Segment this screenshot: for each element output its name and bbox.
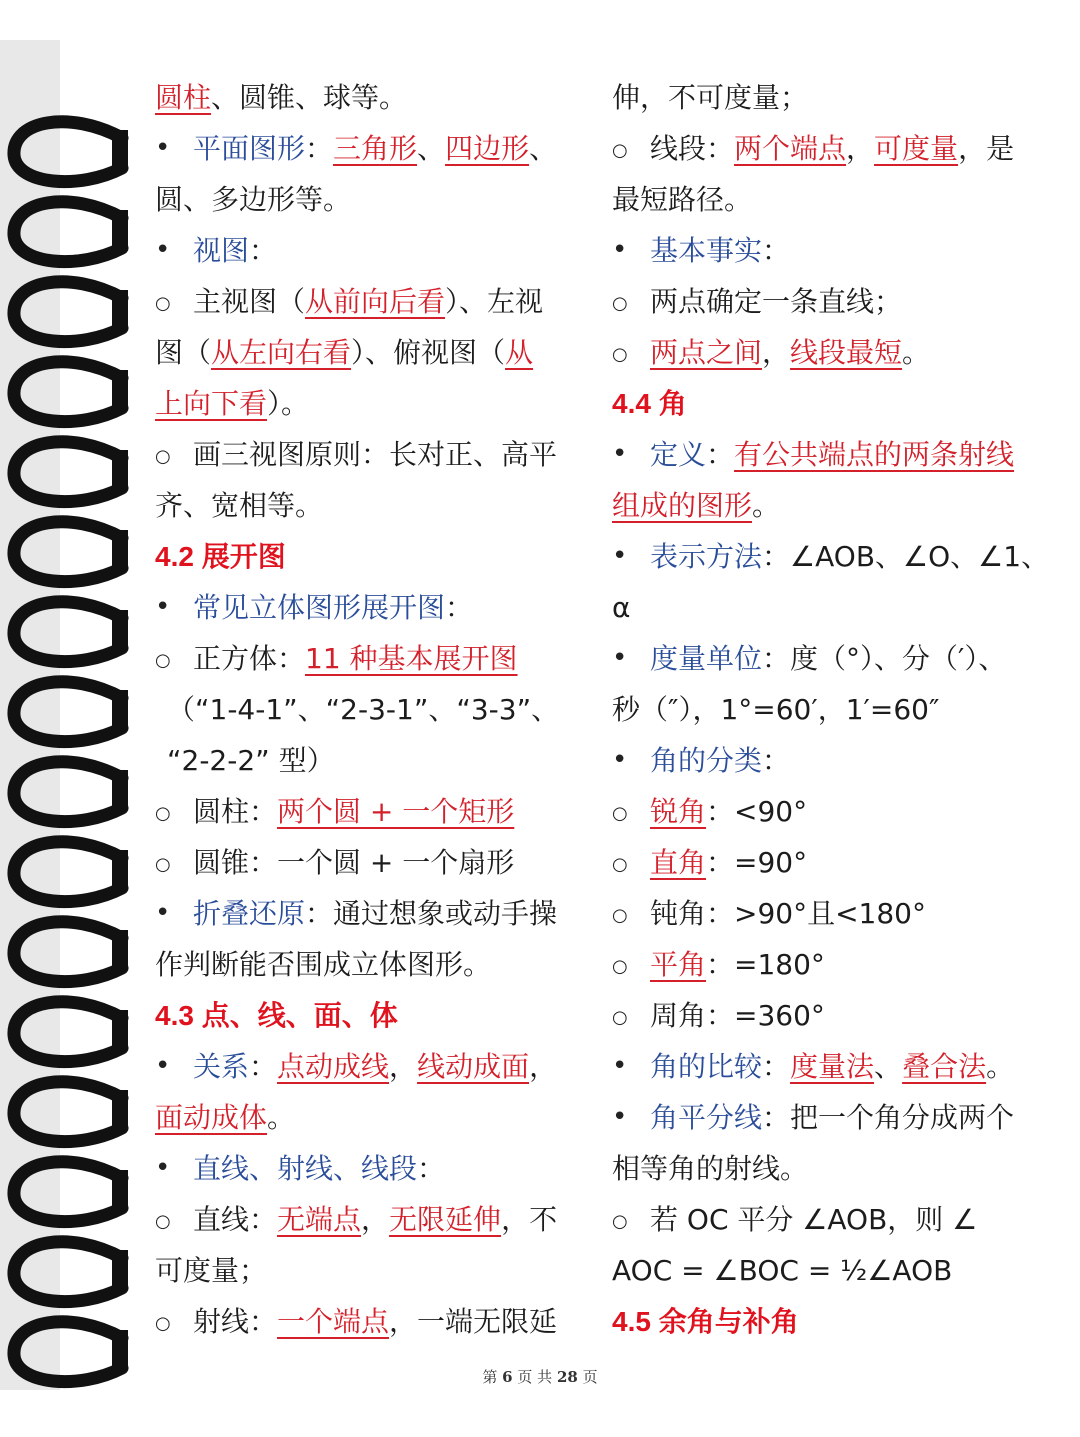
bullet-item: • 角的分类： [612, 735, 1032, 786]
page-footer: 第 6 页 共 28 页 [482, 1368, 598, 1386]
sub-item: ○ 主视图（从前向后看）、左视 [155, 276, 575, 327]
bullet-item: • 角的比较：度量法、叠合法。 [612, 1041, 1032, 1092]
bullet-icon: • [612, 643, 628, 673]
bullet-icon: • [612, 1051, 628, 1081]
bullet-icon: • [155, 1153, 171, 1183]
line: 最短路径。 [612, 183, 753, 216]
sub-item: ○ 直线：无端点，无限延伸，不 [155, 1194, 575, 1245]
bullet-item: • 角平分线：把一个角分成两个 [612, 1092, 1032, 1143]
section-heading-4-3: 4.3 点、线、面、体 [155, 1000, 398, 1031]
circle-bullet-icon: ○ [612, 140, 628, 161]
sub-item: ○ 两点之间，线段最短。 [612, 327, 1032, 378]
circle-bullet-icon: ○ [612, 905, 628, 926]
sub-item: ○ 射线：一个端点，一端无限延 [155, 1296, 575, 1347]
sub-item: ○ 线段：两个端点，可度量，是 [612, 123, 1032, 174]
line: 圆、多边形等。 [155, 183, 352, 216]
line: 组成的图形。 [612, 489, 781, 522]
sub-item: ○ 钝角：>90°且<180° [612, 888, 1032, 939]
sub-item: ○ 圆锥：一个圆 + 一个扇形 [155, 837, 575, 888]
bullet-icon: • [155, 592, 171, 622]
circle-bullet-icon: ○ [155, 650, 171, 671]
circle-bullet-icon: ○ [155, 803, 171, 824]
section-heading-4-5: 4.5 余角与补角 [612, 1306, 799, 1337]
sub-item: ○ 圆柱：两个圆 + 一个矩形 [155, 786, 575, 837]
circle-bullet-icon: ○ [155, 1211, 171, 1232]
bullet-icon: • [155, 898, 171, 928]
bullet-icon: • [155, 133, 171, 163]
circle-bullet-icon: ○ [612, 1007, 628, 1028]
bullet-icon: • [155, 235, 171, 265]
line: 伸，不可度量； [612, 81, 809, 114]
circle-bullet-icon: ○ [155, 293, 171, 314]
line: 相等角的射线。 [612, 1152, 809, 1185]
spiral-binding [0, 40, 140, 1390]
sub-item: ○ 直角：=90° [612, 837, 1032, 888]
circle-bullet-icon: ○ [612, 1211, 628, 1232]
circle-bullet-icon: ○ [155, 854, 171, 875]
circle-bullet-icon: ○ [612, 344, 628, 365]
bullet-icon: • [612, 1102, 628, 1132]
line: 可度量； [155, 1254, 268, 1287]
sub-item: ○ 若 OC 平分 ∠AOB，则 ∠ [612, 1194, 1032, 1245]
bullet-item: • 基本事实： [612, 225, 1032, 276]
bullet-item: • 视图： [155, 225, 575, 276]
circle-bullet-icon: ○ [155, 1313, 171, 1334]
circle-bullet-icon: ○ [612, 293, 628, 314]
bullet-icon: • [612, 541, 628, 571]
bullet-icon: • [155, 1051, 171, 1081]
bullet-item: • 表示方法：∠AOB、∠O、∠1、 [612, 531, 1032, 582]
right-column [612, 72, 1050, 1347]
bullet-icon: • [612, 745, 628, 775]
circle-bullet-icon: ○ [612, 854, 628, 875]
line: 齐、宽相等。 [155, 489, 324, 522]
sub-item: ○ 周角：=360° [612, 990, 1032, 1041]
line: 圆柱、圆锥、球等。 [155, 81, 408, 114]
line: α [612, 591, 631, 624]
bullet-item: • 定义：有公共端点的两条射线 [612, 429, 1032, 480]
bullet-item: • 关系：点动成线，线动成面， [155, 1041, 575, 1092]
bullet-item: • 度量单位：度（°）、分（′）、 [612, 633, 1032, 684]
bullet-item: • 折叠还原：通过想象或动手操 [155, 888, 575, 939]
bullet-item: • 平面图形：三角形、四边形、 [155, 123, 575, 174]
section-heading-4-4: 4.4 角 [612, 388, 687, 419]
sub-item: ○ 正方体：11 种基本展开图 [155, 633, 575, 684]
line: （“1-4-1”、“2-3-1”、“3-3”、 [167, 693, 560, 726]
sub-item: ○ 锐角：<90° [612, 786, 1032, 837]
circle-bullet-icon: ○ [155, 446, 171, 467]
left-column [155, 72, 575, 1347]
current-page-number: 6 [502, 1368, 513, 1386]
total-pages-number: 28 [556, 1368, 578, 1386]
bullet-item: • 直线、射线、线段： [155, 1143, 575, 1194]
section-heading-4-2: 4.2 展开图 [155, 541, 286, 572]
sub-item: ○ 两点确定一条直线； [612, 276, 1032, 327]
line: 作判断能否围成立体图形。 [155, 948, 492, 981]
line: 秒（″），1°=60′，1′=60″ [612, 693, 940, 726]
line: “2-2-2” 型） [167, 744, 335, 777]
line: 图（从左向右看）、俯视图（从 [155, 336, 534, 369]
bullet-icon: • [612, 439, 628, 469]
sub-item: ○ 画三视图原则：长对正、高平 [155, 429, 575, 480]
circle-bullet-icon: ○ [612, 803, 628, 824]
line: 面动成体。 [155, 1101, 296, 1134]
sub-item: ○ 平角：=180° [612, 939, 1032, 990]
bullet-icon: • [612, 235, 628, 265]
circle-bullet-icon: ○ [612, 956, 628, 977]
line: 上向下看）。 [155, 387, 310, 420]
bullet-item: • 常见立体图形展开图： [155, 582, 575, 633]
line: AOC = ∠BOC = ½∠AOB [612, 1254, 953, 1287]
